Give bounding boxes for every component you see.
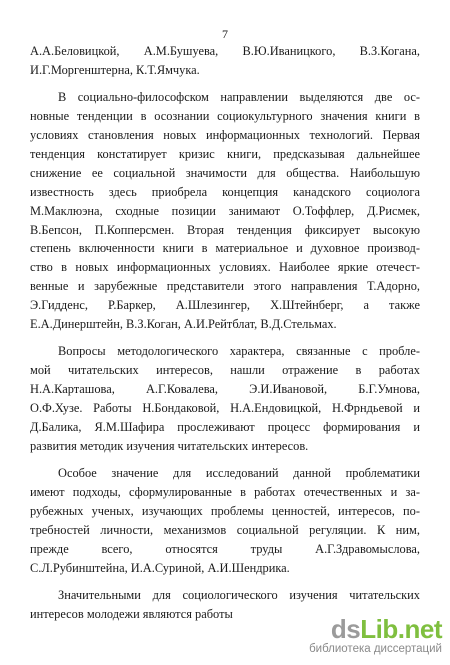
paragraph: [30, 42, 420, 80]
text-line: прежде всего, относятся труды А.Г.Здравомыслова,: [30, 541, 420, 556]
paragraph: [30, 342, 420, 455]
text-line: новные тенденции в осознании социокультурного значения книги в: [30, 109, 420, 124]
text-line: Д.Балика, Я.М.Шафира прослеживают процесс формирования и: [30, 419, 420, 434]
text-line: Вопросы методологического характера, связанные с пробле-: [58, 344, 420, 359]
text-line: Особое значение для исследований данной проблематики: [58, 466, 420, 481]
text-line: условиях становления новых информационных технологий. Первая: [30, 128, 420, 143]
text-line: Е.А.Динерштейн, В.З.Коган, А.И.Рейтблат, В.Д.Стельмах.: [30, 316, 337, 331]
logo-ds-text: ds: [330, 614, 361, 644]
text-line: ство в новых информационных условиях. Наиболее яркие отечест-: [30, 260, 420, 275]
text-line: С.Л.Рубинштейна, И.А.Суриной, А.И.Шендрика.: [30, 560, 290, 575]
text-line: развития методик изучения читательских интересов.: [30, 438, 309, 453]
text-line: рубежных ученых, изучающих проблемы ценностей, интересов, по-: [30, 503, 420, 518]
logo-net-text: .net: [397, 614, 442, 644]
paragraph: [30, 464, 420, 577]
text-line: Н.А.Карташова, А.Г.Ковалева, Э.И.Ивановой, Б.Г.Умнова,: [30, 382, 420, 397]
text-line: тенденция констатирует кризис книги, предсказывая дальнейшее: [30, 146, 420, 161]
logo-lib-text: Lib: [360, 614, 398, 644]
dslib-watermark: [306, 615, 442, 659]
text-line: О.Ф.Хузе. Работы Н.Бондаковой, Н.А.Ендовицкой, Н.Фрндьевой и: [30, 401, 420, 416]
text-line: известность здесь приобрела концепция канадского социолога: [30, 184, 420, 199]
text-line: М.Маклюэна, сходные позиции занимают О.Тоффлер, Д.Рисмек,: [30, 203, 420, 218]
document-body: [30, 42, 420, 624]
text-line: требностей личности, механизмов социальной регуляции. К ним,: [30, 522, 420, 537]
text-line: И.Г.Моргенштерна, К.Т.Ямчука.: [30, 62, 200, 77]
text-line: снижение ее социальной значимости для общества. Наибольшую: [30, 165, 420, 180]
text-line: В.Бепсон, П.Копперсмен. Вторая тенденция фиксирует высокую: [30, 222, 420, 237]
text-line: степень включенности книги в материальное и духовное производ-: [30, 241, 420, 256]
text-line: венные и зарубежные представители этого направления Т.Адорно,: [30, 279, 420, 294]
paragraph: [30, 88, 420, 334]
watermark-subtitle: библиотека диссертаций: [309, 643, 442, 655]
dslib-logo: [331, 615, 442, 643]
text-line: интересов молодежи являются работы: [30, 606, 233, 621]
text-line: Значительными для социологического изучения читательских: [58, 588, 420, 603]
text-line: Э.Гидденс, Р.Баркер, А.Шлезингер, Х.Штейнберг, а также: [30, 298, 420, 313]
text-line: А.А.Беловицкой, А.М.Бушуева, В.Ю.Иваницкого, В.З.Когана,: [30, 44, 420, 58]
text-line: мой читательских интересов, нашли отражение в работах: [30, 363, 420, 378]
text-line: В социально-философском направлении выделяются две ос-: [58, 90, 420, 105]
page-number: 7: [222, 27, 228, 41]
text-line: имеют подходы, сформулированные в работах отечественных и за-: [30, 485, 420, 500]
